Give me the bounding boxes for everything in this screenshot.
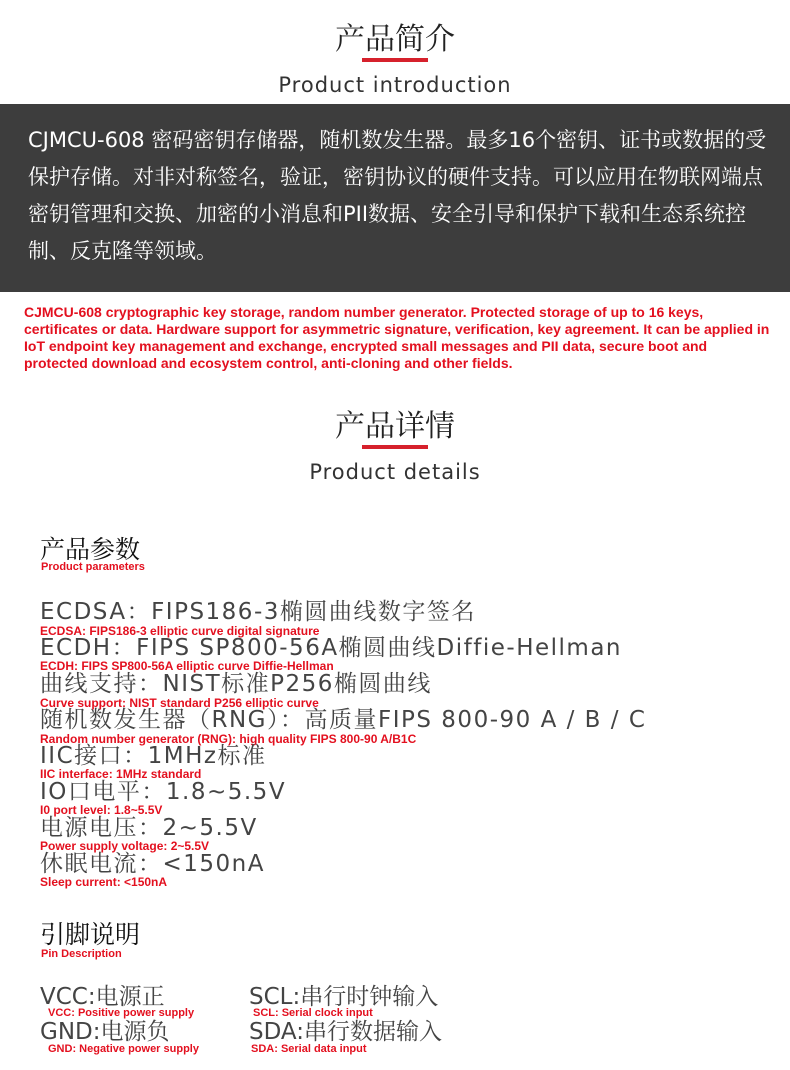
details-title-underline	[362, 445, 428, 449]
spec-ecdh: ECDH：FIPS SP800-56A椭圆曲线Diffie-Hellman	[40, 635, 622, 661]
pin-scl-en: SCL: Serial clock input	[253, 1007, 373, 1019]
spec-rng: 随机数发生器（RNG）：高质量FIPS 800-90 A / B / C	[40, 707, 647, 733]
spec-sleep-current-en: Sleep current: <150nA	[40, 875, 168, 889]
spec-iic-en: IIC interface: 1MHz standard	[40, 767, 202, 781]
pins-heading-en: Pin Description	[41, 948, 122, 960]
spec-supply-voltage: 电源电压：2~5.5V	[40, 815, 258, 841]
spec-ecdsa-en: ECDSA: FIPS186-3 elliptic curve digital signature	[40, 624, 320, 638]
params-heading-en: Product parameters	[41, 561, 145, 573]
intro-title-en: Product introduction	[278, 73, 512, 97]
params-heading: 产品参数	[40, 535, 141, 564]
spec-curve: 曲线支持：NIST标准P256椭圆曲线	[40, 671, 432, 697]
pin-sda-en: SDA: Serial data input	[251, 1043, 367, 1055]
pin-vcc: VCC:电源正	[40, 984, 165, 1010]
spec-ecdh-en: ECDH: FIPS SP800-56A elliptic curve Diffie-Hellman	[40, 659, 334, 673]
spec-curve-en: Curve support: NIST standard P256 elliptic curve	[40, 696, 319, 710]
intro-title-cn: 产品简介	[335, 22, 455, 57]
details-title-cn: 产品详情	[335, 409, 455, 444]
details-title-en: Product details	[309, 460, 481, 484]
pin-vcc-en: VCC: Positive power supply	[48, 1007, 195, 1019]
spec-supply-voltage-en: Power supply voltage: 2~5.5V	[40, 839, 210, 853]
intro-body-en: CJMCU-608 cryptographic key storage, random number generator. Protected storage of up to 16 keys, certificates or data. Hardware support for asymmetric signature, verification, key agreement. It can be applied in IoT endpoint key management and exchange, encrypted small messages and PII data, secure boot and protected download and ecosystem control, anti-cloning and other fields.	[24, 304, 770, 371]
pin-sda: SDA:串行数据输入	[249, 1019, 442, 1045]
pin-gnd-en: GND: Negative power supply	[48, 1043, 199, 1055]
spec-sleep-current: 休眠电流：<150nA	[40, 851, 265, 877]
spec-io-level-en: I0 port level: 1.8~5.5V	[40, 803, 163, 817]
intro-body-cn: CJMCU-608 密码密钥存储器，随机数发生器。最多16个密钥、证书或数据的受保护存储。对非对称签名，验证，密钥协议的硬件支持。可以应用在物联网端点密钥管理和交换、加密的小消息和PII数据、安全引导和保护下载和生态系统控制、反克隆等领域。	[28, 128, 767, 263]
spec-ecdsa: ECDSA：FIPS186-3椭圆曲线数字签名	[40, 599, 476, 625]
pins-heading: 引脚说明	[40, 920, 141, 949]
pin-gnd: GND:电源负	[40, 1019, 170, 1045]
pin-scl: SCL:串行时钟输入	[249, 984, 439, 1010]
spec-rng-en: Random number generator (RNG): high quality FIPS 800-90 A/B1C	[40, 732, 417, 746]
spec-iic: IIC接口：1MHz标准	[40, 743, 267, 769]
spec-io-level: IO口电平：1.8~5.5V	[40, 779, 287, 805]
intro-title-underline	[362, 58, 428, 62]
